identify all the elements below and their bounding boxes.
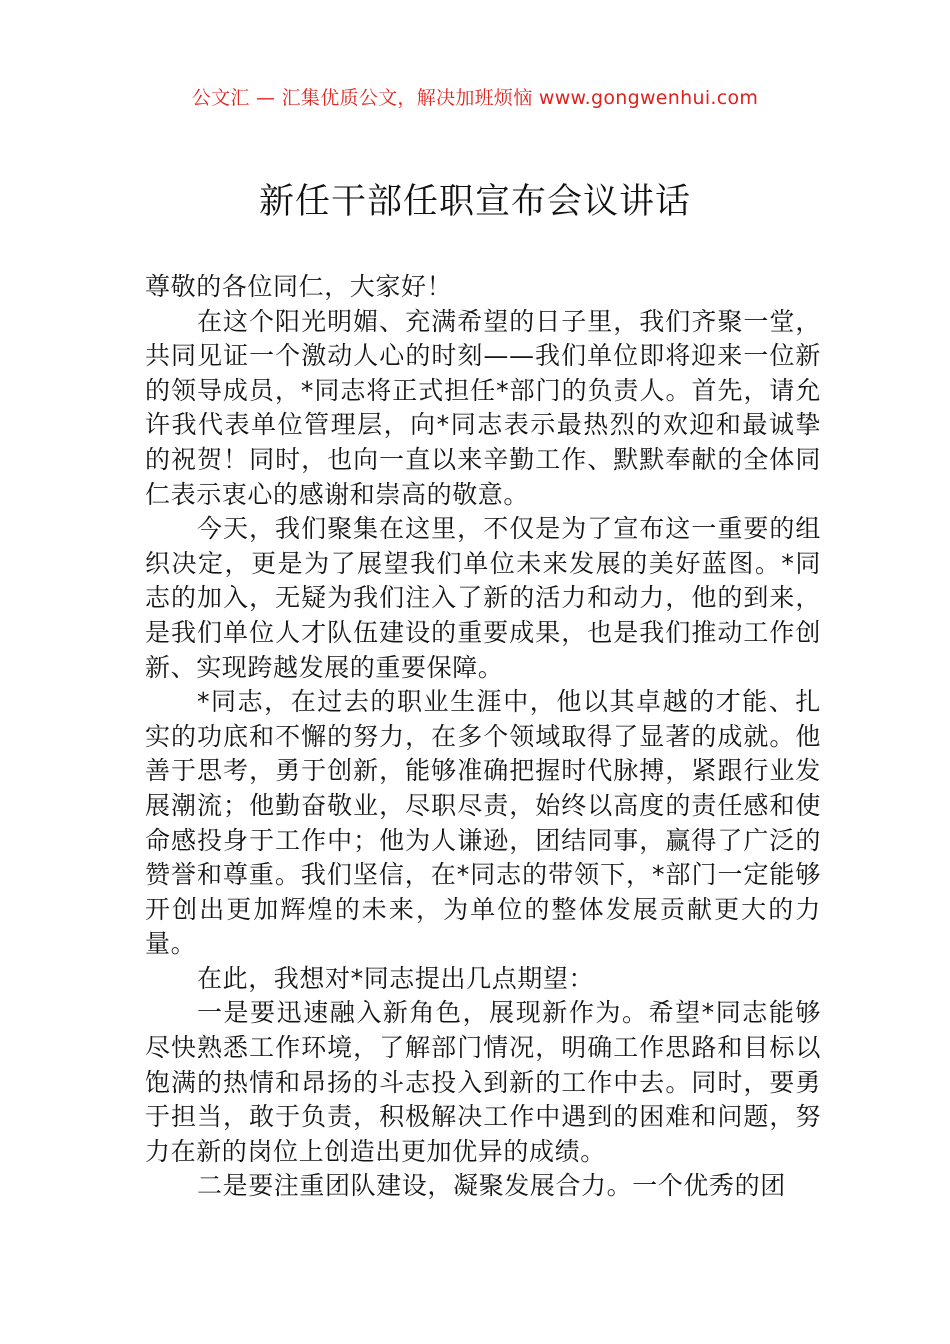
paragraph: 二是要注重团队建设，凝聚发展合力。一个优秀的团 (197, 1171, 786, 1201)
paragraph: *同志，在过去的职业生涯中，他以其卓越的才能、扎实的功底和不懈的努力，在多个领域取得了显著的成就。他善于思考，勇于创新，能够准确把握时代脉搏，紧跟行业发展潮流；他勤奋敬业，尽职尽责，始终以高度的责任感和使命感投身于工作中；他为人谦逊，团结同事，赢得了广泛的赞誉和尊重。我们坚信，在*同志的带领下，*部门一定能够开创出更加辉煌的未来，为单位的整体发展贡献更大的力量。 (145, 687, 821, 959)
document-title: 新任干部任职宣布会议讲话 (258, 182, 691, 222)
paragraph: 在这个阳光明媚、充满希望的日子里，我们齐聚一堂，共同见证一个激动人心的时刻——我们单位即将迎来一位新的领导成员，*同志将正式担任*部门的负责人。首先，请允许我代表单位管理层，向*同志表示最热烈的欢迎和最诚挚的祝贺！同时，也向一直以来辛勤工作、默默奉献的全体同仁表示衷心的感谢和崇高的敬意。 (145, 306, 821, 509)
paragraph: 今天，我们聚集在这里，不仅是为了宣布这一重要的组织决定，更是为了展望我们单位未来发展的美好蓝图。*同志的加入，无疑为我们注入了新的活力和动力，他的到来，是我们单位人才队伍建设的重要成果，也是我们推动工作创新、实现跨越发展的重要保障。 (145, 514, 821, 682)
paragraph: 一是要迅速融入新角色，展现新作为。希望*同志能够尽快熟悉工作环境，了解部门情况，明确工作思路和目标以饱满的热情和昂扬的斗志投入到新的工作中去。同时，要勇于担当，敢于负责，积极解决工作中遇到的困难和问题，努力在新的岗位上创造出更加优异的成绩。 (145, 998, 821, 1166)
site-header-banner: 公文汇 — 汇集优质公文，解决加班烦恼 www.gongwenhui.com (191, 87, 759, 109)
greeting-line: 尊敬的各位同仁，大家好！ (145, 272, 453, 301)
paragraph: 在此，我想对*同志提出几点期望： (197, 963, 595, 993)
document-body (145, 270, 821, 1204)
